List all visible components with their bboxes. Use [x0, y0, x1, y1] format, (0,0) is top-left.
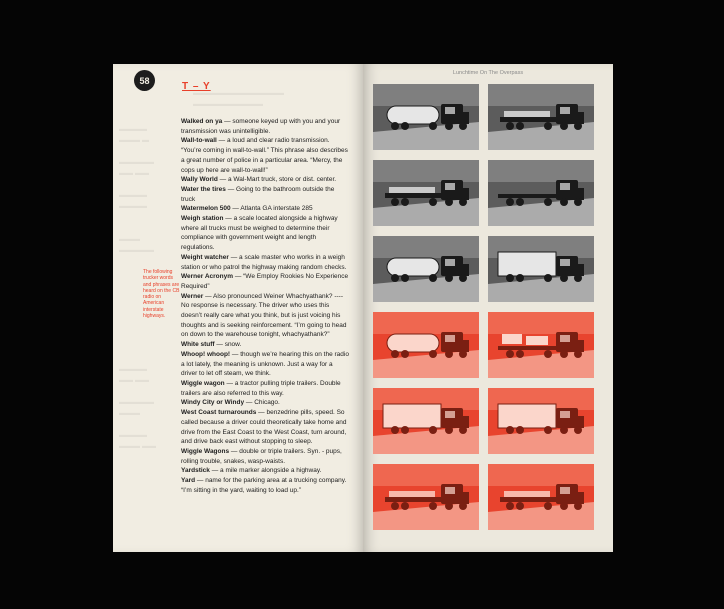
- glossary-term: Wiggle Wagons: [181, 447, 230, 455]
- glossary-definition: — a loud and clear radio transmission. “You’re coming in wall-to-wall.” This phrase also describes a great number of police in a particular area. “Mercy, the cops up here are wall-to-wall!”: [181, 137, 348, 174]
- photo-grid: [373, 84, 598, 520]
- glossary-entry: [181, 466, 349, 476]
- glossary-entry: [181, 476, 349, 495]
- glossary-definition: — Chicago.: [244, 399, 280, 407]
- side-note: The following trucker words and phrases are heard on the CB radio on American interstate highways.: [143, 269, 180, 320]
- glossary-definition: — a mile marker alongside a highway.: [209, 467, 322, 475]
- glossary-term: Windy City or Windy: [181, 399, 245, 407]
- glossary-term: Walked on ya: [181, 118, 223, 125]
- box-trailer-truck-photo: [488, 388, 594, 454]
- flatbed-truck-photo: [488, 84, 594, 150]
- car-hauler-truck-photo: [488, 312, 594, 378]
- glossary-term: Water the tires: [181, 185, 226, 193]
- glossary-term: Wally World: [181, 176, 218, 184]
- glossary-definition: — “We Employ Rookies No Experience Required”: [181, 273, 349, 290]
- glossary-term: Watermelon 500: [181, 205, 231, 213]
- glossary-definition: — double or triple trailers. Syn. - pups, rolling trouble, snakes, wasp-waists.: [181, 447, 342, 465]
- glossary-term: Wiggle wagon: [181, 379, 225, 387]
- glossary-definition: — Also pronounced Weiner Whachyathank? ---- No response is necessary. The driver who uses this doesn’t really care what you think, but is just voicing his thoughts and is seeking reinforcement. “I’m going to head on down to the warehouse tonight, whachyathank?”: [181, 292, 347, 339]
- open-booklet: [113, 64, 613, 552]
- glossary-definition: — benzedrine pills, speed. So called because a driver could theoretically take home and drive from the East Coast to the West Coast, turn around, and drive back east without stopping to sleep.: [181, 409, 347, 446]
- glossary-term: Whoop! whoop!: [181, 350, 231, 358]
- semi-truck-photo: [488, 160, 594, 226]
- glossary-entry: [181, 136, 349, 175]
- show-through-text: ▬▬▬▬ ▬▬▬ ▬ ▬▬▬▬▬ ▬▬ ▬▬ ▬▬▬▬ ▬▬▬▬ ▬▬▬ ▬▬▬▬▬: [119, 126, 154, 254]
- glossary-definition: — a scale master who works in a weigh station or who patrol the highway making random checks.: [181, 253, 347, 271]
- tanker-truck-photo: [373, 236, 479, 302]
- glossary-term: Weight watcher: [181, 253, 229, 261]
- glossary-entry: [181, 253, 349, 272]
- glossary-definition: — a scale located alongside a highway where all trucks must be weighed to determine their compliance with government weight and length regulations.: [181, 215, 338, 252]
- tanker-truck-photo: [373, 312, 479, 378]
- glossary-entry: [181, 379, 349, 398]
- glossary-definition: — name for the parking area at a trucking company. “I’m sitting in the yard, waiting to load up.”: [181, 477, 347, 494]
- glossary-term: White stuff: [181, 341, 215, 349]
- right-page: [363, 64, 613, 552]
- glossary-definition: — though we’re hearing this on the radio a lot lately, the meaning is unknown. Just a way for a driver to let off steam, we think.: [181, 350, 349, 378]
- flatbed-truck-photo: [373, 464, 479, 530]
- tanker-truck-photo: [373, 84, 479, 150]
- glossary-definition: — a tractor pulling triple trailers. Double trailers are also referred to this way.: [181, 379, 341, 397]
- glossary-entry: [181, 117, 349, 136]
- show-through-text: ▬▬▬▬ ▬▬ ▬▬ ▬▬▬▬▬ ▬▬▬ ▬▬▬▬ ▬▬▬ ▬▬: [119, 366, 156, 450]
- glossary-list: [181, 117, 349, 495]
- glossary-definition: — a Wal-Mart truck, store or dist. center.: [217, 176, 337, 184]
- glossary-entry: [181, 447, 349, 466]
- glossary-term: Weigh station: [181, 215, 224, 223]
- section-heading: T – Y: [182, 81, 211, 92]
- box-trailer-truck-photo: [373, 388, 479, 454]
- glossary-entry: [181, 398, 349, 408]
- glossary-definition: — Going to the bathroom outside the truck: [181, 185, 335, 203]
- glossary-entry: [181, 292, 349, 341]
- flatbed-truck-photo: [488, 464, 594, 530]
- glossary-definition: — Atlanta GA interstate 285: [230, 205, 313, 213]
- flatbed-truck-photo: [373, 160, 479, 226]
- glossary-entry: [181, 340, 349, 350]
- glossary-term: Yardstick: [181, 467, 210, 475]
- glossary-term: Wall-to-wall: [181, 137, 217, 145]
- page-number: 58: [134, 70, 155, 91]
- glossary-entry: [181, 214, 349, 253]
- show-through-text: ▬▬▬▬▬▬▬▬▬▬▬▬▬ ▬▬▬▬▬▬▬▬▬▬: [193, 90, 284, 108]
- glossary-term: Werner: [181, 292, 204, 300]
- glossary-entry: [181, 272, 349, 291]
- glossary-entry: [181, 175, 349, 185]
- left-page: [113, 64, 363, 552]
- glossary-entry: [181, 185, 349, 204]
- glossary-definition: — snow.: [214, 341, 242, 349]
- glossary-entry: [181, 350, 349, 379]
- running-head: Lunchtime On The Overpass: [452, 70, 524, 76]
- glossary-definition: — someone keyed up with you and your transmission was unintelligible.: [181, 118, 341, 135]
- glossary-term: West Coast turnarounds: [181, 409, 257, 417]
- glossary-term: Werner Acronym: [181, 273, 234, 281]
- box-trailer-truck-photo: [488, 236, 594, 302]
- glossary-term: Yard: [181, 477, 196, 485]
- glossary-entry: [181, 408, 349, 447]
- glossary-entry: [181, 204, 349, 214]
